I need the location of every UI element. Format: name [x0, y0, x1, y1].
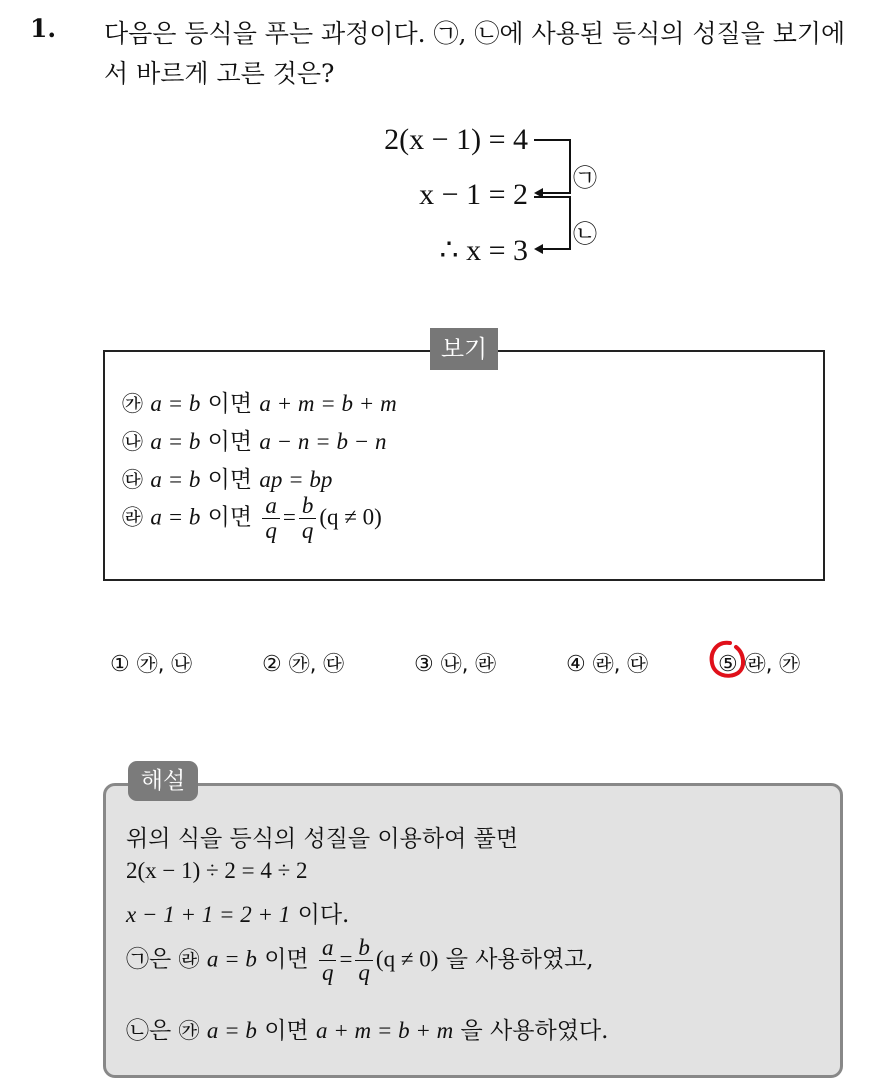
answer-mark-circle	[708, 639, 746, 681]
step-mark-1: ㉠	[573, 164, 597, 192]
equation-line-1: 2(x − 1) = 4	[384, 123, 528, 156]
question-text: 다음은 등식을 푸는 과정이다. ㉠, ㉡에 사용된 등식의 성질을 보기에 서 바르게 고른 것은?	[104, 19, 846, 88]
solution-line-3: x − 1 + 1 = 2 + 1 이다.	[126, 902, 350, 928]
bogi-item: ㉮ a = b 이면 a + m = b + m	[122, 391, 397, 417]
choice-2[interactable]: ② ㉮, ㉰	[262, 652, 345, 677]
derivation-arrows	[530, 125, 610, 265]
bogi-title: 보기	[430, 328, 498, 370]
bogi-item: ㉱ a = b 이면 $\frac{a}{q}$ = $\frac{b}{q}$ (q ≠ 0)	[122, 493, 382, 543]
fraction: $\frac{a}{q}$	[262, 494, 280, 543]
equation-line-2: x − 1 = 2	[419, 178, 528, 211]
solution-line-1: 위의 식을 등식의 성질을 이용하여 풀면	[126, 826, 519, 852]
choice-4[interactable]: ④ ㉱, ㉰	[566, 652, 649, 677]
choice-1[interactable]: ① ㉮, ㉯	[110, 652, 193, 677]
solution-title: 해설	[128, 761, 198, 801]
step-mark-2: ㉡	[573, 220, 597, 248]
solution-line-5: ㉡은 ㉮ a = b 이면 a + m = b + m 을 사용하였다.	[126, 1018, 609, 1044]
bogi-item: ㉯ a = b 이면 a − n = b − n	[122, 429, 387, 455]
fraction: $\frac{b}{q}$	[355, 936, 373, 985]
question-number: 1.	[30, 14, 57, 43]
solution-line-2: 2(x − 1) ÷ 2 = 4 ÷ 2	[126, 858, 308, 883]
choice-5[interactable]: ⑤ ㉱, ㉮	[718, 652, 801, 677]
bogi-item: ㉰ a = b 이면 ap = bp	[122, 467, 333, 493]
solution-line-4: ㉠은 ㉱ a = b 이면 $\frac{a}{q}$ = $\frac{b}{q}$ (q ≠ 0) 을 사용하였고,	[126, 935, 594, 985]
fraction: $\frac{a}{q}$	[319, 936, 337, 985]
equation-line-3: ∴ x = 3	[439, 234, 528, 267]
fraction: $\frac{b}{q}$	[299, 494, 317, 543]
choice-3[interactable]: ③ ㉯, ㉱	[414, 652, 497, 677]
